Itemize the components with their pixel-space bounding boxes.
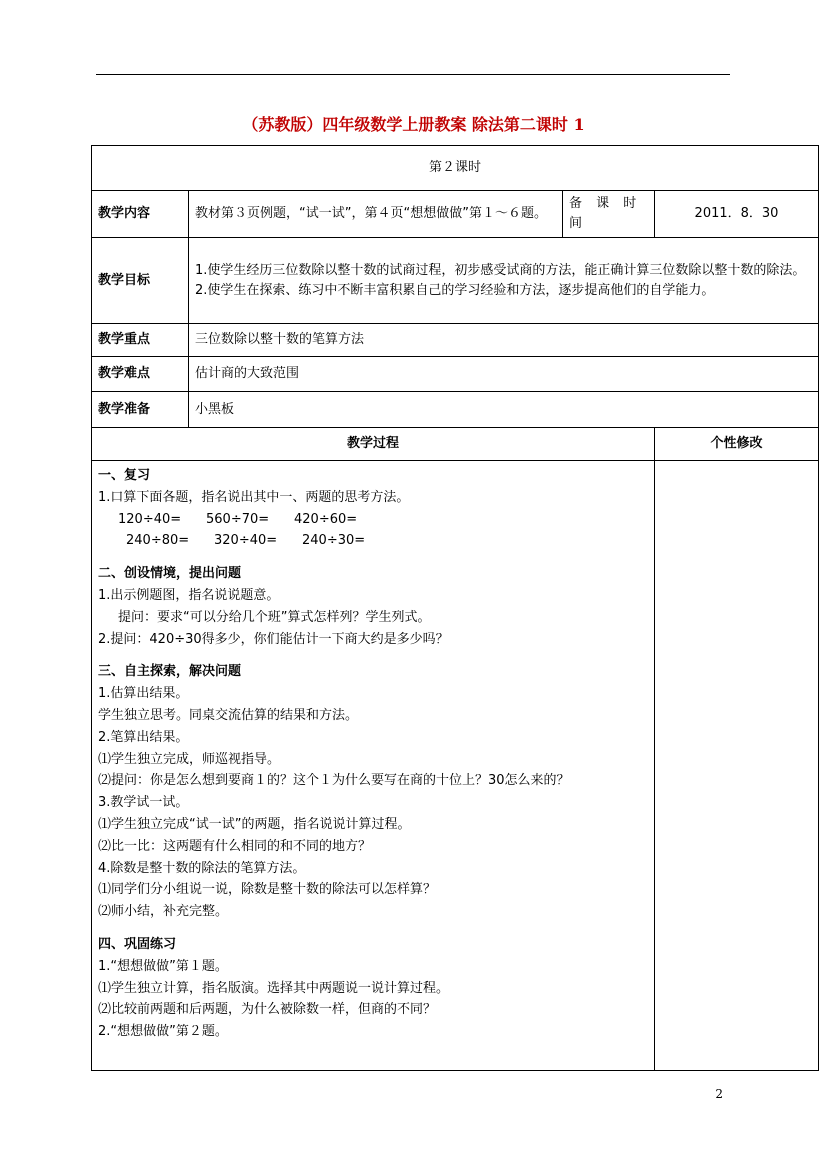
- modify-body: [655, 461, 819, 1071]
- goals-label: 教学目标: [92, 238, 189, 324]
- explore-line: ⑵比一比：这两题有什么相同的和不同的地方？: [98, 838, 372, 854]
- header-rule: [96, 74, 730, 75]
- explore-line: ⑴学生独立完成“试一试”的两题，指名说说计算过程。: [98, 816, 411, 832]
- lesson-plan-table: [91, 145, 819, 1071]
- mental-math-row-2: [98, 530, 648, 552]
- prep-value: 小黑板: [189, 392, 819, 428]
- practice-line: 2.“想想做做”第２题。: [98, 1024, 228, 1040]
- math-item: 240÷80=: [126, 533, 190, 549]
- prep-label: 教学准备: [92, 392, 189, 428]
- practice-line: 1.“想想做做”第１题。: [98, 958, 228, 974]
- scenario-line: 提问：要求“可以分给几个班”算式怎样列？学生列式。: [118, 609, 431, 625]
- prep-time-label: 备 课 时间: [563, 191, 655, 238]
- goals-cell: [189, 238, 819, 324]
- explore-line: 4.除数是整十数的除法的笔算方法。: [98, 860, 306, 876]
- scenario-line: 1.出示例题图，指名说说题意。: [98, 587, 280, 603]
- practice-line: ⑵比较前两题和后两题，为什么被除数一样，但商的不同？: [98, 1002, 437, 1018]
- explore-line: 学生独立思考。同桌交流估算的结果和方法。: [98, 707, 359, 723]
- mental-math-row-1: [98, 509, 648, 531]
- goal-2: 2.使学生在探索、练习中不断丰富积累自己的学习经验和方法，逐步提高他们的自学能力。: [195, 282, 715, 298]
- math-item: 420÷60=: [294, 511, 358, 527]
- lesson-number: 第２课时: [92, 146, 819, 191]
- math-item: 320÷40=: [214, 533, 278, 549]
- difficulty-value: 估计商的大致范围: [189, 357, 819, 392]
- review-heading: 一、复习: [98, 468, 151, 483]
- explore-line: 3.教学试一试。: [98, 795, 189, 811]
- practice-line: ⑴学生独立计算，指名版演。选择其中两题说一说计算过程。: [98, 980, 450, 996]
- scenario-line: 2.提问：420÷30得多少，你们能估计一下商大约是多少吗？: [98, 631, 449, 647]
- content-label: 教学内容: [92, 191, 189, 238]
- explore-line: ⑴学生独立完成，师巡视指导。: [98, 751, 281, 767]
- explore-line: ⑵提问：你是怎么想到要商１的？这个１为什么要写在商的十位上？30怎么来的？: [98, 773, 570, 789]
- key-point-value: 三位数除以整十数的笔算方法: [189, 324, 819, 357]
- key-point-label: 教学重点: [92, 324, 189, 357]
- explore-line: ⑴同学们分小组说一说，除数是整十数的除法可以怎样算？: [98, 882, 437, 898]
- process-header: 教学过程: [92, 428, 655, 461]
- explore-line: 2.笔算出结果。: [98, 729, 189, 745]
- explore-heading: 三、自主探索，解决问题: [98, 664, 242, 680]
- math-item: 240÷30=: [302, 533, 366, 549]
- document-title: （苏教版）四年级数学上册教案 除法第二课时 1: [242, 115, 585, 134]
- page-number: 2: [715, 1087, 723, 1101]
- prep-time-value: 2011．8．30: [655, 191, 819, 238]
- math-item: 560÷70=: [206, 511, 270, 527]
- process-body: [92, 461, 655, 1071]
- review-line: 1.口算下面各题，指名说出其中一、两题的思考方法。: [98, 489, 410, 505]
- scenario-heading: 二、创设情境，提出问题: [98, 566, 242, 582]
- content-value: 教材第３页例题，“试一试”，第４页“想想做做”第１～６题。: [189, 191, 563, 238]
- math-item: 120÷40=: [118, 511, 182, 527]
- explore-line: 1.估算出结果。: [98, 686, 189, 702]
- goal-1: 1.使学生经历三位数除以整十数的试商过程，初步感受试商的方法，能正确计算三位数除以整十数的除法。: [195, 262, 806, 278]
- modify-header: 个性修改: [655, 428, 819, 461]
- practice-heading: 四、巩固练习: [98, 936, 177, 952]
- difficulty-label: 教学难点: [92, 357, 189, 392]
- explore-line: ⑵师小结，补充完整。: [98, 904, 229, 920]
